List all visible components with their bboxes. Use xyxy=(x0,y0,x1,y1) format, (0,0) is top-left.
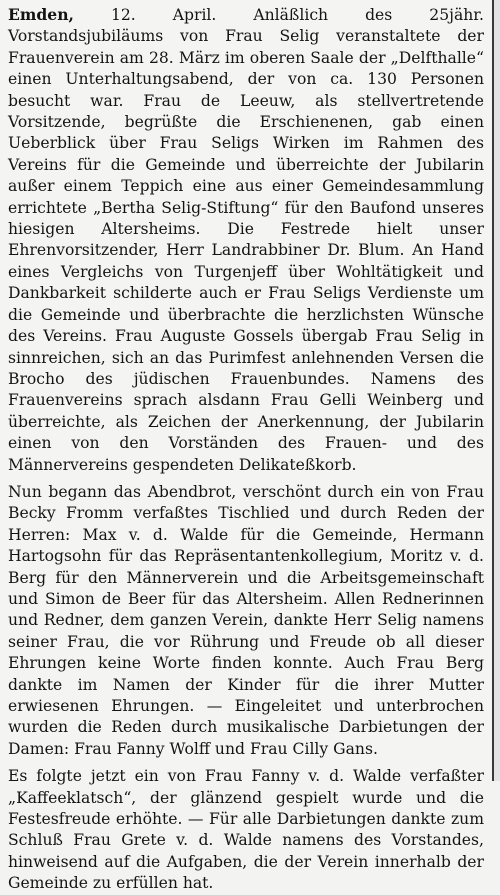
dateline: Emden, xyxy=(8,5,74,24)
paragraph-1-text: 12. April. Anläßlich des 25jähr. Vorstandsjubiläums von Frau Selig veranstaltete der Frauenverein am 28. März im oberen Saale der „Delfthalle“ einen Unterhaltungsabend, der von ca. 130 Personen besucht war. Frau de Leeuw, als stellvertretende Vorsitzende, begrüßte die Erschienenen, gab einen Ueberblick über Frau Seligs Wirken im Rahmen des Vereins für die Gemeinde und überreichte der Jubilarin außer einem Teppich eine aus einer Gemeindesammlung errichtete „Bertha Selig-Stiftung“ für den Baufond unseres hiesigen Altersheims. Die Festrede hielt unser Ehrenvorsitzender, Herr Landrabbiner Dr. Blum. An Hand eines Vergleichs von Turgenjeff über Wohltätigkeit und Dankbarkeit schilderte auch er Frau Seligs Verdienste um die Gemeinde und überbrachte die herzlichsten Wünsche des Vereins. Frau Auguste Gossels übergab Frau Selig in sinnreichen, sich an das Purimfest anlehnenden Versen die Brocho des jüdischen Frauenbundes. Namens des Frauenvereins sprach alsdann Frau Gelli Weinberg und überreichte, als Zeichen der Anerkennung, der Jubilarin einen von den Vorständen des Frauen- und des Männervereins gespendeten Delikateßkorb. xyxy=(8,6,484,474)
article-paragraph-3: Es folgte jetzt ein von Frau Fanny v. d. Walde verfaßter „Kaffeeklatsch“, der glänzend gespielt wurde und die Festesfreude erhöhte. — Für alle Darbietungen dankte zum Schluß Frau Grete v. d. Walde namens des Vorstandes, hinweisend auf die Aufgaben, die der Verein innerhalb der Gemeinde zu erfüllen hat. xyxy=(8,767,484,893)
article-paragraph-2: Nun begann das Abendbrot, verschönt durch ein von Frau Becky Fromm verfaßtes Tischlied und durch Reden der Herren: Max v. d. Walde für die Gemeinde, Hermann Hartogsohn für das Repräsentantenkollegium, Moritz v. d. Berg für den Männerverein und die Arbeitsgemeinschaft und Simon de Beer für das Altersheim. Allen Rednerinnen und Redner, dem ganzen Verein, dankte Herr Selig namens seiner Frau, die vor Rührung und Freude ob all dieser Ehrungen keine Worte finden konnte. Auch Frau Berg dankte im Namen der Kinder für die ihrer Mutter erwiesenen Ehrungen. — Eingeleitet und unterbrochen wurden die Reden durch musikalische Darbietungen der Damen: Frau Fanny Wolff und Frau Cilly Gans. xyxy=(8,482,484,758)
adjacent-column-edge xyxy=(494,0,500,781)
article-paragraph-1 xyxy=(8,4,484,476)
article-column xyxy=(8,4,484,895)
